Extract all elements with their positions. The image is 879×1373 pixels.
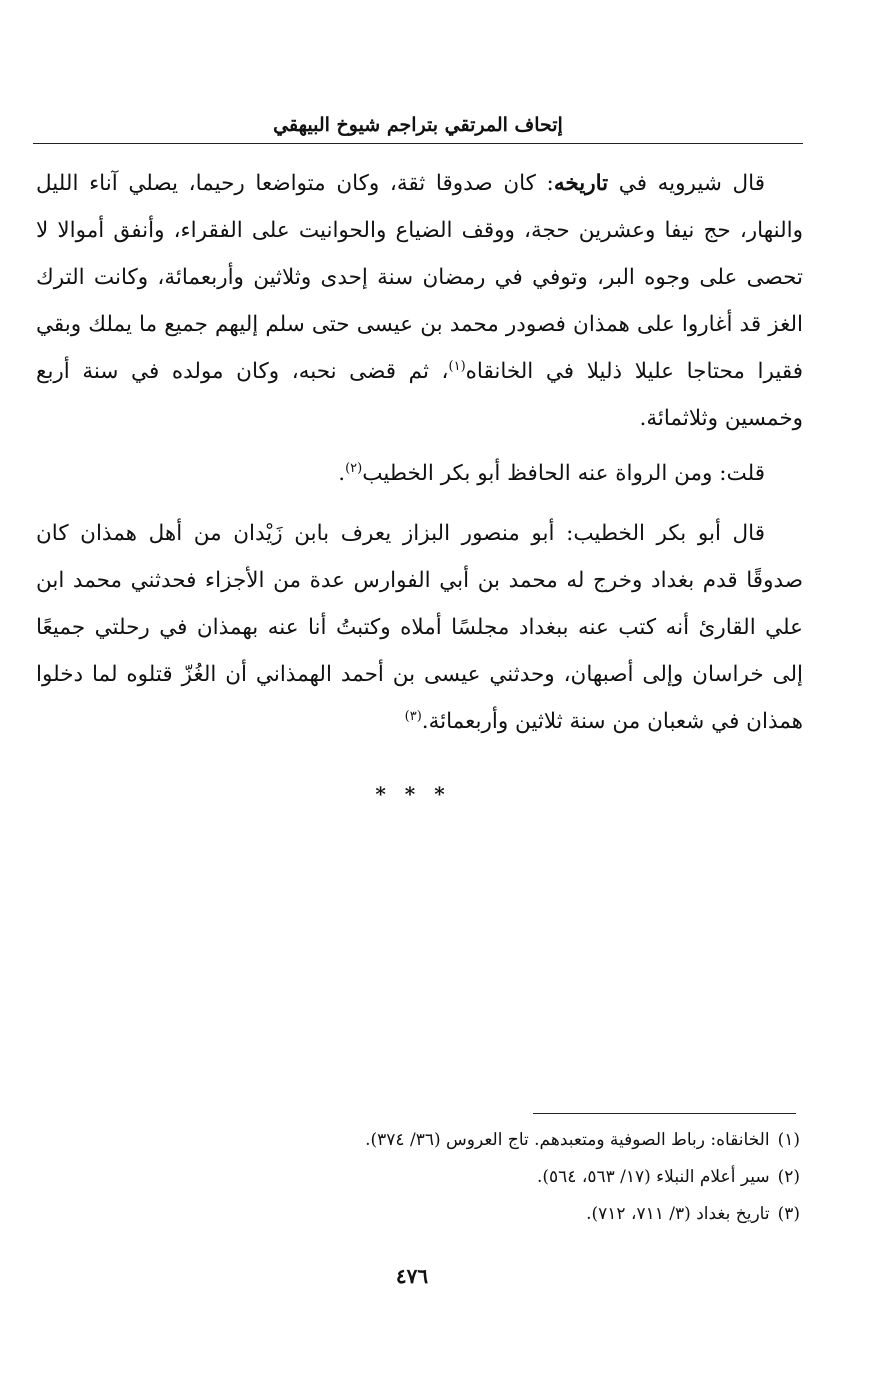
p1-text-a: : كان صدوقا ثقة، وكان متواضعا رحيما، يصلي آناء الليل والنهار، حج نيفا وعشرين حجة، ووقف الضياع والحوانيت على الفقراء، وأنفق أموالا لا تحصى على وجوه البر، وتوفي في رمضان سنة إحدى وثلاثين وأربعمائة، وكانت الترك الغز قد أغاروا على همذان فصودر محمد بن عيسى حتى سلم إليهم جميع ما يملك وبقي فقيرا محتاجا عليلا ذليلا في الخانقاه (36, 171, 803, 384)
footnote-ref-3[interactable]: (٣) (404, 708, 422, 724)
footnote-1 (120, 1122, 800, 1159)
p2-text: قلت: ومن الرواة عنه الحافظ أبو بكر الخطيب (362, 461, 765, 486)
footnote-ref-2[interactable]: (٢) (345, 460, 363, 476)
footnote-ref-1[interactable]: (١) (448, 358, 466, 374)
p3-text: قال أبو بكر الخطيب: أبو منصور البزاز يعرف بابن زَيْدان من أهل همذان كان صدوقًا قدم بغداد وخرج له محمد بن أبي الفوارس عدة من الأجزاء فحدثني محمد ابن علي القارئ أنه كتب عنه ببغداد مجلسًا أملاه وكتبتُ أنا عنه بهمذان في رحلتي جميعًا إلى خراسان وإلى أصبهان، وحدثني عيسى بن أحمد الهمذاني أن الغُزّ قتلوه لما دخلوا همذان في شعبان من سنة ثلاثين وأربعمائة. (36, 521, 803, 734)
page-number: ٤٧٦ (395, 1264, 429, 1288)
footnote-3 (120, 1196, 800, 1233)
section-separator: * * * (375, 782, 451, 806)
p1-bold-source: تاريخه (553, 171, 609, 196)
paragraph-narrators (36, 450, 803, 497)
footnote-number: (٢) (777, 1167, 800, 1187)
main-text (36, 160, 803, 745)
footnote-number: (٣) (777, 1204, 800, 1224)
p1-lead: قال شيرويه في (608, 171, 765, 196)
footnote-text: الخانقاه: رباط الصوفية ومتعبدهم. تاج العروس (٣٦/ ٣٧٤). (365, 1130, 770, 1150)
running-header-title: إتحاف المرتقي بتراجم شيوخ البيهقي (273, 114, 563, 136)
footnote-text: سير أعلام النبلاء (١٧/ ٥٦٣، ٥٦٤). (536, 1167, 770, 1187)
p2-end: . (338, 461, 346, 486)
header-divider (33, 143, 803, 144)
paragraph-khatib (36, 510, 803, 745)
footnote-divider (533, 1113, 796, 1114)
paragraph-shirawayh (36, 160, 803, 442)
footnote-2 (120, 1159, 800, 1196)
footnote-text: تاريخ بغداد (٣/ ٧١١، ٧١٢). (586, 1204, 770, 1224)
footnote-number: (١) (777, 1130, 800, 1150)
p1-text-b: ، ثم قضى نحبه، وكان مولده في سنة أربع وخمسين وثلاثمائة. (36, 359, 803, 431)
footnotes (120, 1122, 800, 1233)
